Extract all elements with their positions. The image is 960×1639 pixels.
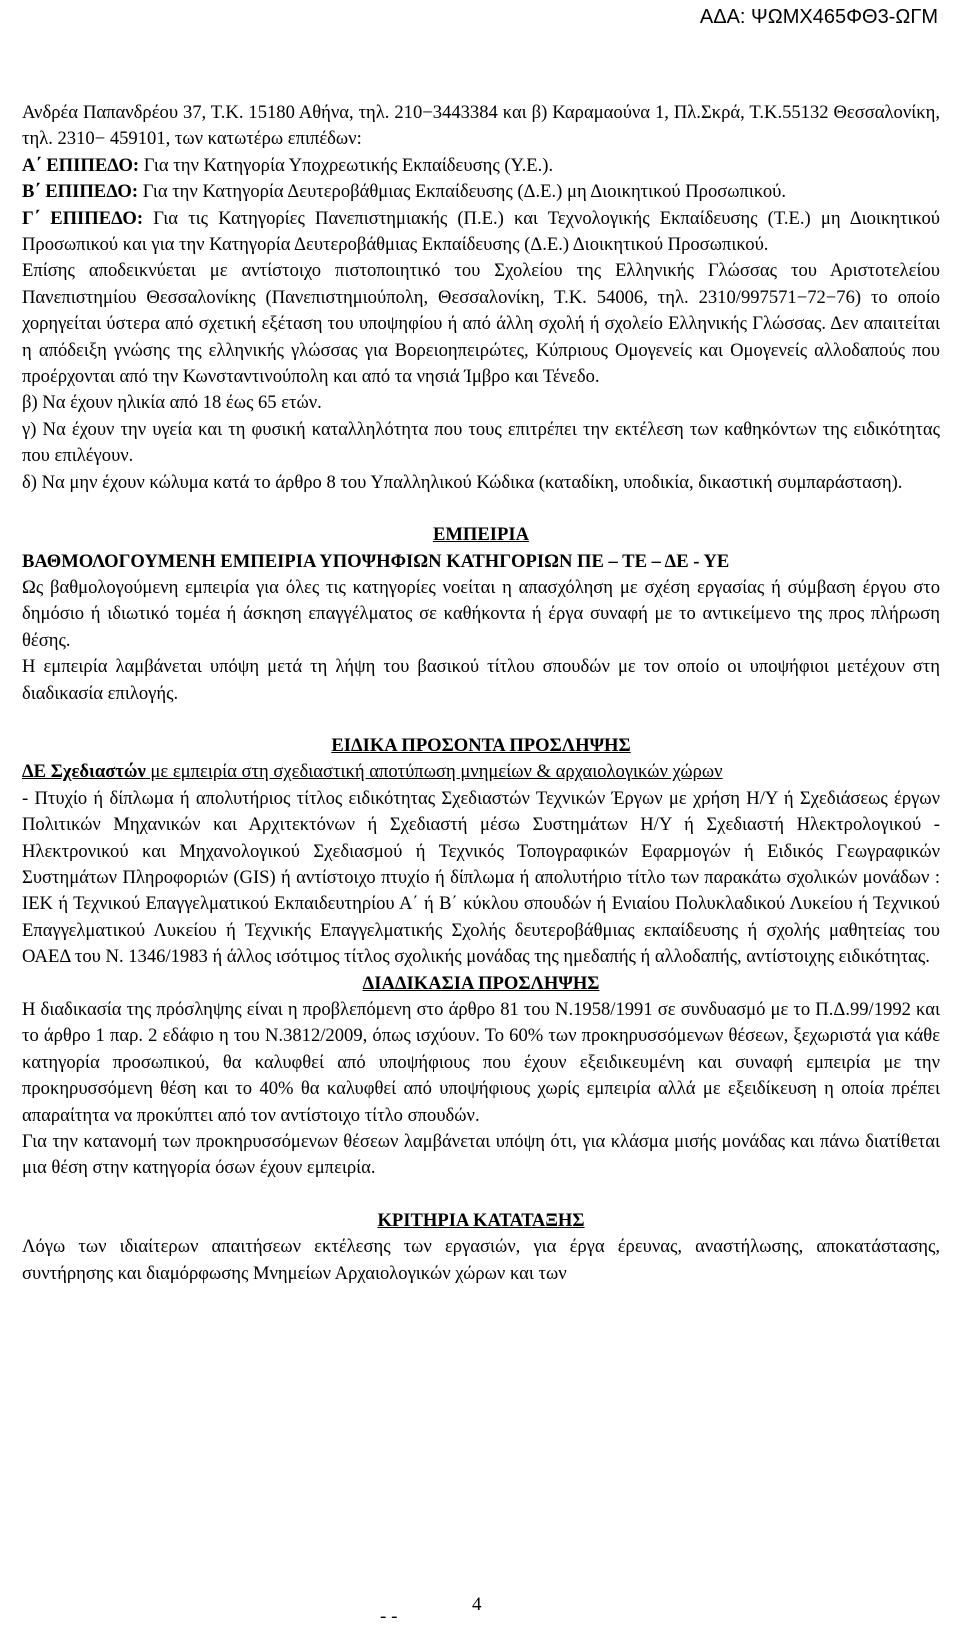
qualifications-heading: ΕΙΔΙΚΑ ΠΡΟΣΟΝΤΑ ΠΡΟΣΛΗΨΗΣ <box>331 734 631 756</box>
experience-paragraph-2: Η εμπειρία λαμβάνεται υπόψη μετά τη λήψη του βασικού τίτλου σπουδών με τον οποίο οι υποψήφιοι μετέχουν στη διαδικασία επιλογής. <box>22 656 940 704</box>
page-number: 4 <box>472 1594 482 1615</box>
qualifications-role-label: ΔΕ Σχεδιαστών <box>22 761 146 783</box>
level-c-text: Για τις Κατηγορίες Πανεπιστημιακής (Π.Ε.) και Τεχνολογικής Εκπαίδευσης (Τ.Ε.) μη Διοικητικού Προσωπικού και για την Κατηγορία Δευτεροβάθμιας Εκπαίδευσης (Δ.Ε.) Διοικητικού Προσωπικού. <box>22 207 940 256</box>
ada-code: ΑΔΑ: ΨΩΜΧ465ΦΘ3-ΩΓΜ <box>699 6 938 28</box>
qualifications-role <box>22 759 940 785</box>
footer-dashes: - - <box>380 1606 398 1627</box>
level-a-label: Α΄ ΕΠΙΠΕΔΟ: <box>22 154 140 176</box>
qualifications-role-text: με εμπειρία στη σχεδιαστική αποτύπωση μνημείων & αρχαιολογικών χώρων <box>145 761 723 783</box>
level-c-label: Γ΄ ΕΠΙΠΕΔΟ: <box>22 207 144 229</box>
age-requirement: β) Να έχουν ηλικία από 18 έως 65 ετών. <box>22 392 322 414</box>
level-a <box>22 153 940 179</box>
health-requirement: γ) Να έχουν την υγεία και τη φυσική καταλληλότητα που τους επιτρέπει την εκτέλεση των καθηκόντων της ειδικότητας που επιλέγουν. <box>22 418 940 467</box>
procedure-heading: ΔΙΑΔΙΚΑΣΙΑ ΠΡΟΣΛΗΨΗΣ <box>362 972 600 994</box>
intro-paragraph: Ανδρέα Παπανδρέου 37, Τ.Κ. 15180 Αθήνα, τηλ. 210−3443384 και β) Καραμαούνα 1, Πλ.Σκρά, Τ.Κ.55132 Θεσσαλονίκη, τηλ. 2310− 459101, των κατωτέρω επιπέδων: <box>22 102 940 150</box>
procedure-paragraph-1: Η διαδικασία της πρόσληψης είναι η προβλεπόμενη στο άρθρο 81 του Ν.1958/1991 σε συνδυασμό με το Π.Δ.99/1992 και το άρθρο 1 παρ. 2 εδάφιο η του Ν.3812/2009, όπως ισχύουν. Το 60% των προκηρυσσόμενων θέσεων, ξεχωριστά για κάθε κατηγορία προσωπικού, θα καλυφθεί από υποψήφιους που έχουν εξειδικευμένη και συναφή εμπειρία με την προκηρυσσόμενη θέση και το 40% θα καλυφθεί από υποψήφιους χωρίς εμπειρία αλλά με εξειδίκευση η οποία πρέπει απαραίτητα να προκύπτει από τον αντίστοιχο τίτλο σπουδών. <box>22 999 940 1126</box>
page-footer <box>380 1594 482 1628</box>
level-c <box>22 206 940 259</box>
procedure-paragraph-2: Για την κατανομή των προκηρυσσόμενων θέσεων λαμβάνεται υπόψη ότι, για κλάσμα μισής μονάδας και πάνω διατίθεται μια θέση στην κατηγορία όσων έχουν εμπειρία. <box>22 1131 940 1179</box>
document-body <box>22 100 940 1287</box>
level-b-label: Β΄ ΕΠΙΠΕΔΟ: <box>22 181 139 203</box>
experience-heading: ΕΜΠΕΙΡΙΑ <box>432 524 530 546</box>
level-a-text: Για την Κατηγορία Υποχρεωτικής Εκπαίδευσης (Υ.Ε.). <box>139 154 554 176</box>
criteria-heading: ΚΡΙΤΗΡΙΑ ΚΑΤΑΤΑΞΗΣ <box>377 1209 585 1231</box>
experience-subheading: ΒΑΘΜΟΛΟΓΟΥΜΕΝΗ ΕΜΠΕΙΡΙΑ ΥΠΟΨΗΦΙΩΝ ΚΑΤΗΓΟΡΙΩΝ ΠΕ – ΤΕ – ΔΕ - ΥΕ <box>22 550 730 572</box>
qualifications-paragraph: - Πτυχίο ή δίπλωμα ή απολυτήριος τίτλος ειδικότητας Σχεδιαστών Τεχνικών Έργων με χρήση Η/Υ ή Σχεδιάσεως έργων Πολιτικών Μηχανικών και Αρχιτεκτόνων ή Σχεδιαστή μέσω Συστημάτων Η/Υ ή Σχεδιαστή Ηλεκτρολογικού - Ηλεκτρονικού και Μηχανολογικού Σχεδιασμού ή Τεχνικός Τοπογραφικών Εφαρμογών ή Ειδικός Γεωγραφικών Συστημάτων Πληροφοριών (GIS) ή αντίστοιχο πτυχίο ή δίπλωμα ή απολυτήριο τίτλο των παρακάτω σχολικών μονάδων : ΙΕΚ ή Τεχνικού Επαγγελματικού Εκπαιδευτηρίου Α΄ ή Β΄ κύκλου σπουδών ή Ενιαίου Πολυκλαδικού Λυκείου ή Τεχνικού Επαγγελματικού Λυκείου ή Τεχνικής Επαγγελματικής Σχολής δευτεροβάθμιας εκπαίδευσης ή σχολής μαθητείας του ΟΑΕΔ του Ν. 1346/1983 ή άλλος ισότιμος τίτλος σχολικής μονάδας της ημεδαπής ή αλλοδαπής, αντίστοιχης ειδικότητας. <box>22 787 940 968</box>
level-b <box>22 179 940 205</box>
experience-paragraph-1: Ως βαθμολογούμενη εμπειρία για όλες τις κατηγορίες νοείται η απασχόληση με σχέση εργασίας ή σύμβαση έργου στο δημόσιο ή ιδιωτικό τομέα ή άσκηση επαγγέλματος σε καθήκοντα ή έργα συναφή με το αντικείμενο της προς πλήρωση θέσης. <box>22 576 940 651</box>
level-b-text: Για την Κατηγορία Δευτεροβάθμιας Εκπαίδευσης (Δ.Ε.) μη Διοικητικού Προσωπικού. <box>138 181 787 203</box>
criteria-paragraph: Λόγω των ιδιαίτερων απαιτήσεων εκτέλεσης των εργασιών, για έργα έρευνας, αναστήλωσης, αποκατάστασης, συντήρησης και διαμόρφωσης Μνημείων Αρχαιολογικών χώρων και των <box>22 1236 940 1284</box>
language-paragraph: Επίσης αποδεικνύεται με αντίστοιχο πιστοποιητικό του Σχολείου της Ελληνικής Γλώσσας του Αριστοτελείου Πανεπιστημίου Θεσσαλονίκης (Πανεπιστημιούπολη, Θεσσαλονίκη, Τ.Κ. 54006, τηλ. 2310/997571−72−76) το οποίο χορηγείται ύστερα από σχετική εξέταση του υποψηφίου ή από άλλη σχολή ή σχολείο Ελληνικής Γλώσσας. Δεν απαιτείται η απόδειξη γνώσης της ελληνικής γλώσσας για Βορειοηπειρώτες, Κύπριους Ομογενείς και Ομογενείς αλλοδαπούς που προέρχονται από την Κωνσταντινούπολη και από τα νησιά Ίμβρο και Τένεδο. <box>22 260 940 388</box>
impediment-requirement: δ) Να μην έχουν κώλυμα κατά το άρθρο 8 του Υπαλληλικού Κώδικα (καταδίκη, υποδικία, δικαστική συμπαράσταση). <box>22 471 903 493</box>
